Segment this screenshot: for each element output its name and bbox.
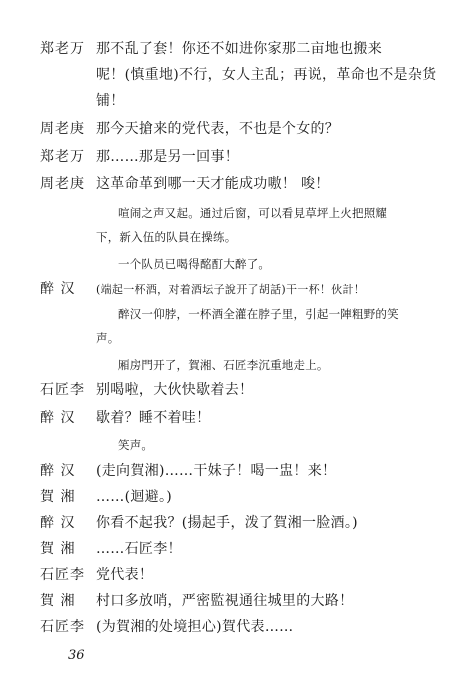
page-number: 36	[68, 648, 85, 663]
dialogue-text: 歇着？睡不着哇！	[96, 410, 211, 426]
speaker-name: 周老庚	[40, 121, 85, 137]
dialogue-line	[40, 592, 353, 610]
speaker-name: 石匠李	[40, 382, 85, 398]
dialogue-text: 别喝啦，大伙快歇着去！	[96, 382, 254, 398]
dialogue-line	[40, 540, 182, 558]
dialogue-text: (走向賀湘)……干妹子！喝一盅！来！	[96, 463, 337, 479]
dialogue-line	[40, 381, 253, 399]
dialogue-text: 那今天搶来的党代表，不也是个女的？	[96, 121, 340, 137]
speaker-name: 周老庚	[40, 176, 85, 192]
dialogue-text: ……石匠李！	[96, 541, 182, 557]
speaker-name: 郑老万	[40, 149, 85, 165]
dialogue-line	[40, 514, 358, 532]
speaker-name: 賀 湘	[40, 541, 76, 557]
dialogue-text: 党代表！	[96, 567, 154, 583]
dialogue-text: 村口多放哨，严密監視通往城里的大路！	[96, 593, 354, 609]
dialogue-text: 那……那是另一回事！	[96, 149, 239, 165]
speaker-name: 郑老万	[40, 41, 85, 57]
stage-direction: 喧闹之声又起。通过后窗，可以看見草坪上火把照耀	[118, 206, 388, 220]
speaker-name: 醉 汉	[40, 515, 76, 531]
stage-direction: 厢房門开了，賀湘、石匠李沉重地走上。	[118, 358, 329, 372]
dialogue-text: 这革命革到哪一天才能成功嗷！ 唆！	[96, 176, 330, 192]
dialogue-line	[40, 280, 365, 299]
dialogue-line	[40, 566, 153, 584]
dialogue-continuation: 呢！(慎重地)不行，女人主乱；再说，革命也不是杂货	[96, 67, 437, 83]
dialogue-text: (端起一杯酒，对着酒坛子說开了胡話)干一杯！伙計！	[96, 283, 366, 296]
stage-direction: 笑声。	[118, 438, 154, 452]
dialogue-line	[40, 488, 172, 506]
speaker-name: 醉 汉	[40, 281, 76, 297]
speaker-name: 石匠李	[40, 567, 85, 583]
speaker-name: 石匠李	[40, 619, 85, 635]
speaker-name: 賀 湘	[40, 489, 76, 505]
dialogue-continuation: 铺！	[96, 93, 125, 109]
speaker-name: 賀 湘	[40, 593, 76, 609]
stage-direction: 醉汉一仰脖，一杯酒全灌在脖子里，引起一陣粗野的笑	[118, 307, 399, 321]
stage-direction: 一个队员已喝得酩酊大醉了。	[118, 257, 271, 271]
stage-direction: 下，新入伍的队員在操练。	[96, 230, 237, 244]
dialogue-text: ……(迴避。)	[96, 489, 173, 505]
stage-direction: 声。	[96, 331, 120, 345]
dialogue-text: (为賀湘的处境担心)賀代表……	[96, 619, 294, 635]
dialogue-line	[40, 148, 239, 166]
speaker-name: 醉 汉	[40, 463, 76, 479]
dialogue-line	[40, 618, 293, 636]
dialogue-line	[40, 409, 210, 427]
dialogue-line	[40, 462, 336, 480]
dialogue-text: 那不乱了套！你还不如进你家那二亩地也搬来	[96, 41, 382, 57]
dialogue-line	[40, 120, 339, 138]
dialogue-text: 你看不起我？(揚起手，泼了賀湘一脸酒。)	[96, 515, 358, 531]
dialogue-line	[40, 175, 330, 193]
dialogue-line	[40, 40, 382, 58]
speaker-name: 醉 汉	[40, 410, 76, 426]
